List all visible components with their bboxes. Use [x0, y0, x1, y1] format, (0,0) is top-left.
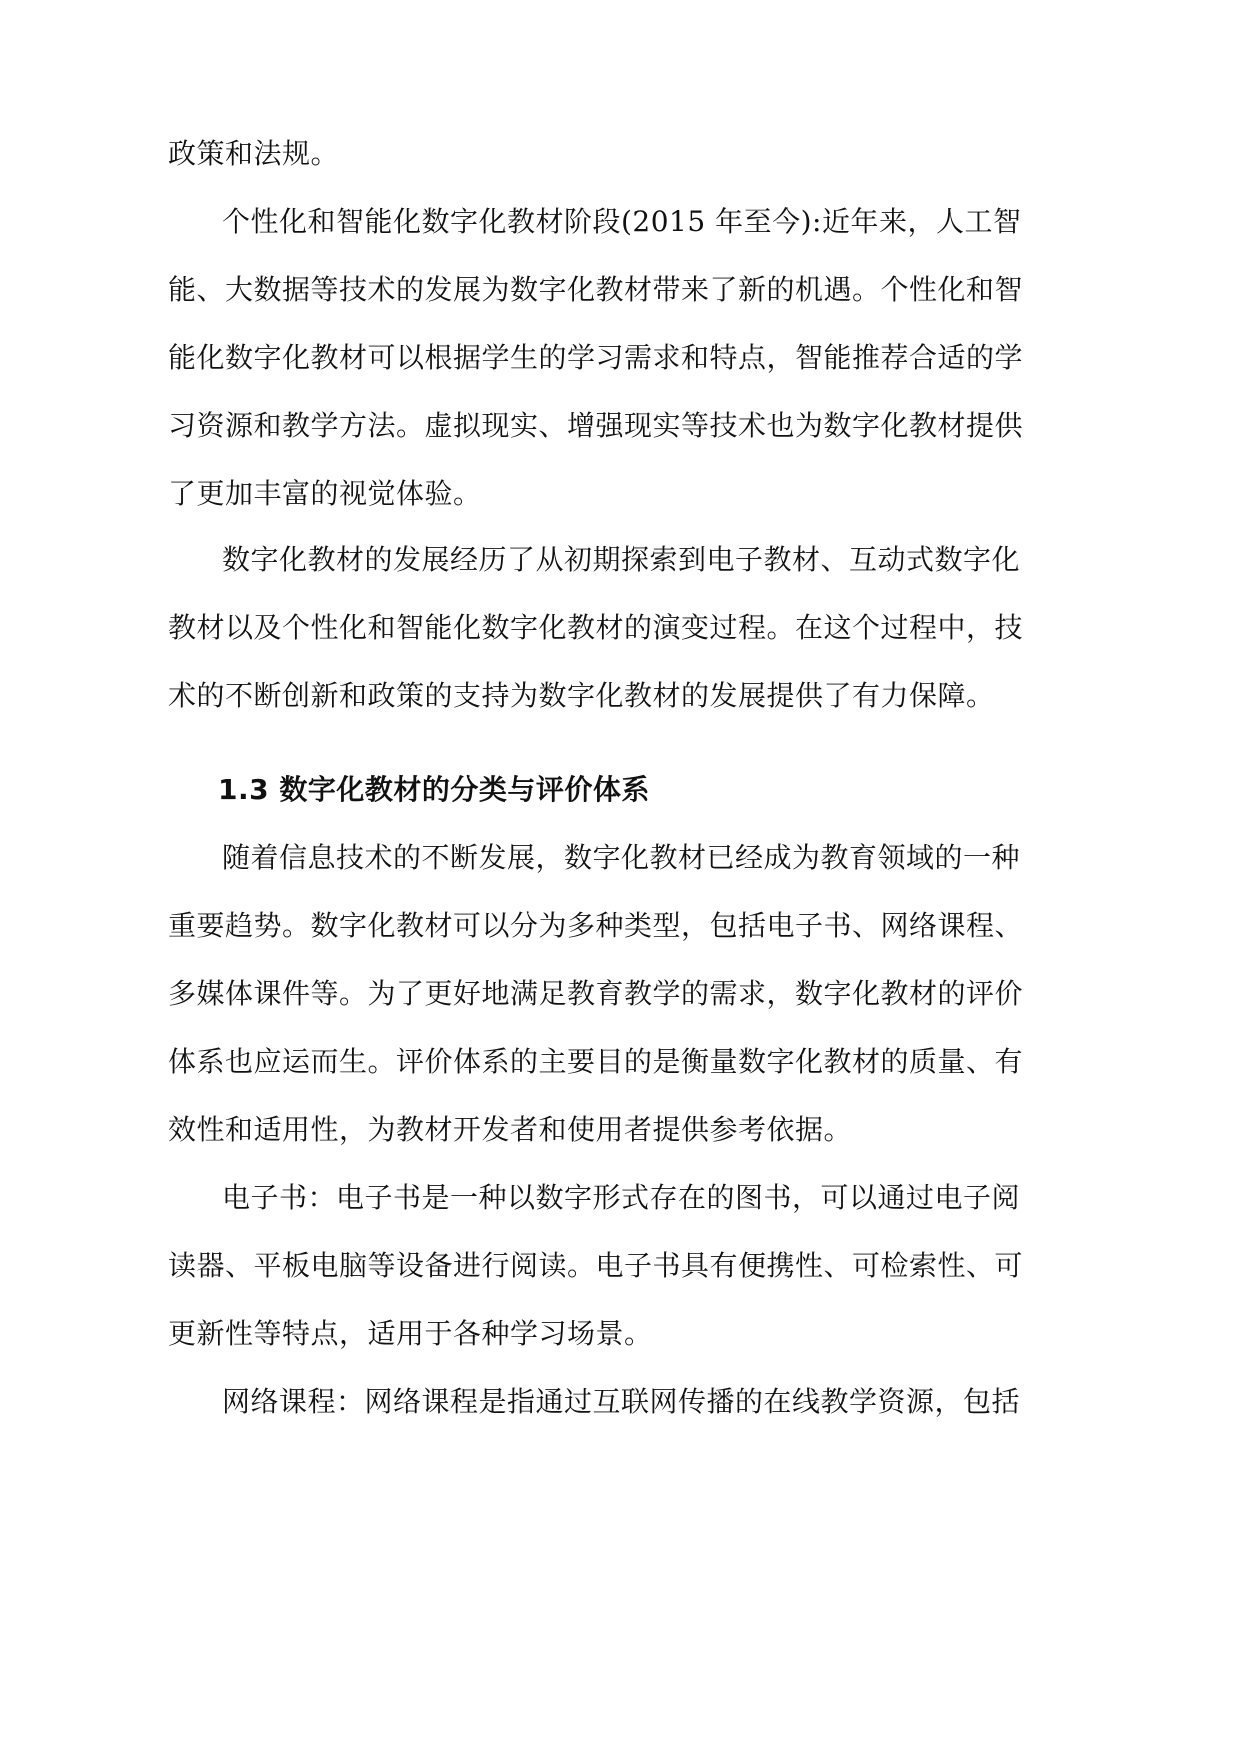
paragraph-line: 效性和适用性，为教材开发者和使用者提供参考依据。 [168, 1113, 853, 1146]
paragraph-line: 个性化和智能化数字化教材阶段(2015 年至今):近年来，人工智 [222, 205, 1022, 238]
paragraph-line: 术的不断创新和政策的支持为数字化教材的发展提供了有力保障。 [168, 679, 995, 712]
paragraph-line: 教材以及个性化和智能化数字化教材的演变过程。在这个过程中，技 [168, 611, 1024, 644]
paragraph-line: 随着信息技术的不断发展，数字化教材已经成为教育领域的一种 [222, 841, 1021, 874]
paragraph-line: 能、大数据等技术的发展为数字化教材带来了新的机遇。个性化和智 [168, 273, 1024, 306]
paragraph-line: 政策和法规。 [168, 137, 340, 170]
paragraph-line: 体系也应运而生。评价体系的主要目的是衡量数字化教材的质量、有 [168, 1045, 1024, 1078]
section-heading: 1.3 数字化教材的分类与评价体系 [218, 773, 650, 806]
paragraph-line: 能化数字化教材可以根据学生的学习需求和特点，智能推荐合适的学 [168, 341, 1024, 374]
paragraph-line: 更新性等特点，适用于各种学习场景。 [168, 1317, 653, 1350]
paragraph-line: 电子书：电子书是一种以数字形式存在的图书，可以通过电子阅 [222, 1181, 1021, 1214]
paragraph-line: 读器、平板电脑等设备进行阅读。电子书具有便携性、可检索性、可 [168, 1249, 1024, 1282]
paragraph-line: 多媒体课件等。为了更好地满足教育教学的需求，数字化教材的评价 [168, 977, 1024, 1010]
paragraph-line: 重要趋势。数字化教材可以分为多种类型，包括电子书、网络课程、 [168, 909, 1024, 942]
paragraph-line: 数字化教材的发展经历了从初期探索到电子教材、互动式数字化 [222, 543, 1021, 576]
paragraph-line: 了更加丰富的视觉体验。 [168, 477, 482, 510]
paragraph-line: 网络课程：网络课程是指通过互联网传播的在线教学资源，包括 [222, 1385, 1021, 1418]
paragraph-line: 习资源和教学方法。虚拟现实、增强现实等技术也为数字化教材提供 [168, 409, 1024, 442]
